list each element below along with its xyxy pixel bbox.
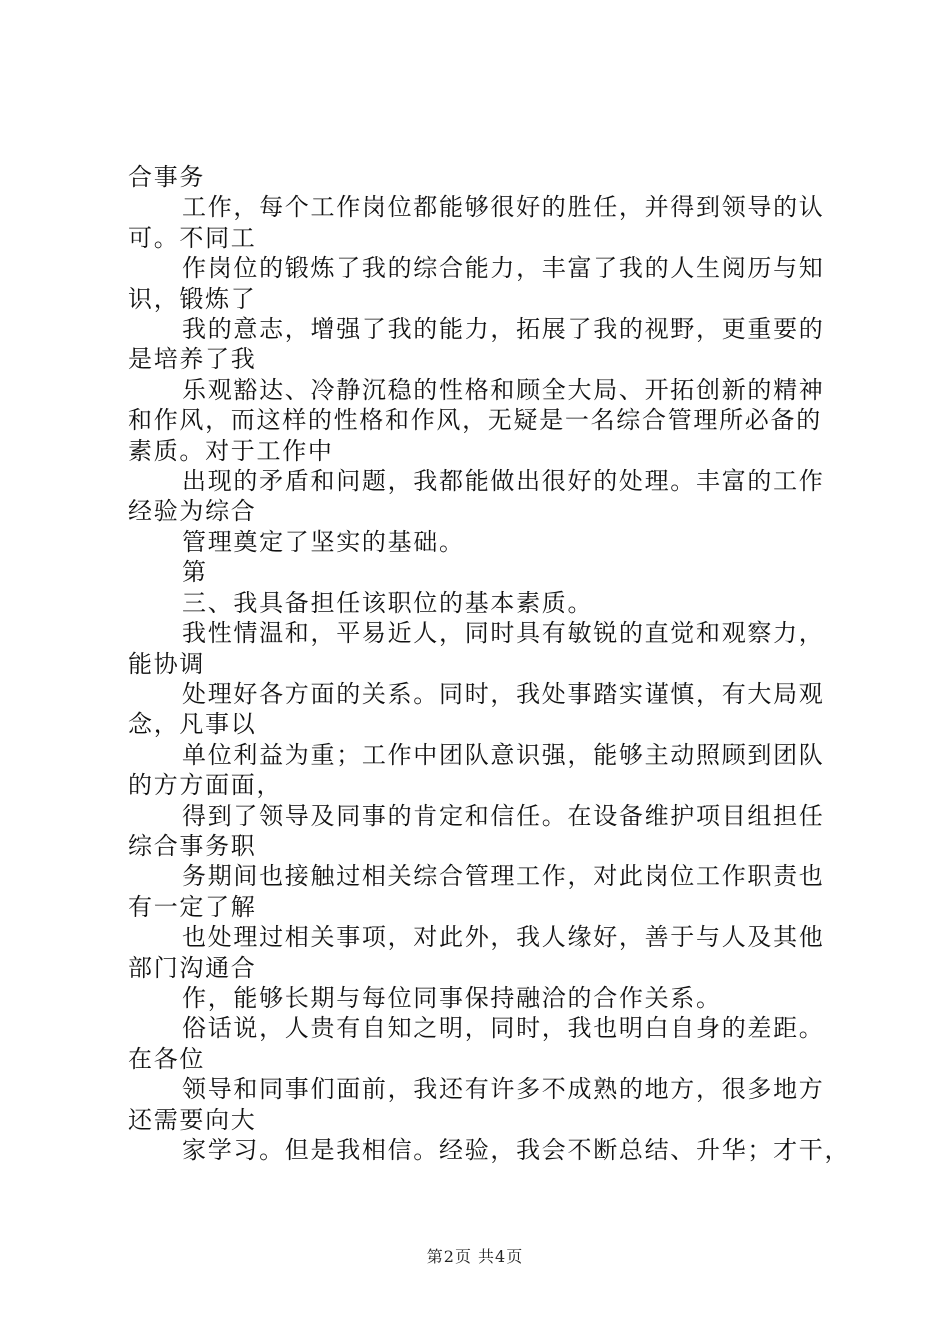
body-line: 可。不同工 <box>128 223 257 252</box>
body-line: 第 <box>182 558 208 587</box>
body-line: 我性情温和，平易近人，同时具有敏锐的直觉和观察力， <box>182 619 825 648</box>
body-line: 合事务 <box>128 163 206 191</box>
body-line: 单位利益为重；工作中团队意识强，能够主动照顾到团队 <box>182 740 825 769</box>
body-line: 有一定了解 <box>128 892 257 921</box>
document-body <box>128 162 851 1165</box>
body-line: 我的意志，增强了我的能力，拓展了我的视野，更重要的 <box>182 315 825 344</box>
body-line: 务期间也接触过相关综合管理工作，对此岗位工作职责也 <box>182 862 825 891</box>
body-line: 在各位 <box>128 1044 206 1073</box>
body-line: 还需要向大 <box>128 1105 257 1134</box>
body-line: 识，锻炼了 <box>128 284 257 313</box>
body-line: 和作风，而这样的性格和作风，无疑是一名综合管理所必备的 <box>128 406 822 435</box>
body-line: 家学习。但是我相信。经验，我会不断总结、升华；才干， <box>182 1136 851 1164</box>
body-line: 领导和同事们面前，我还有许多不成熟的地方，很多地方 <box>182 1075 825 1104</box>
body-line: 管理奠定了坚实的基础。 <box>182 527 465 556</box>
body-line: 的方方面面， <box>128 771 283 800</box>
body-line: 素质。对于工作中 <box>128 436 334 465</box>
body-line: 三、我具备担任该职位的基本素质。 <box>182 588 594 617</box>
body-line: 经验为综合 <box>128 497 257 526</box>
body-line: 工作，每个工作岗位都能够很好的胜任，并得到领导的认 <box>182 193 825 222</box>
body-line: 出现的矛盾和问题，我都能做出很好的处理。丰富的工作 <box>182 467 825 496</box>
body-line: 作岗位的锻炼了我的综合能力，丰富了我的人生阅历与知 <box>182 254 825 283</box>
body-line: 部门沟通合 <box>128 953 257 982</box>
body-line: 是培养了我 <box>128 345 257 374</box>
body-line: 乐观豁达、冷静沉稳的性格和顾全大局、开拓创新的精神 <box>182 375 825 404</box>
body-line: 俗话说，人贵有自知之明，同时，我也明白自身的差距。 <box>182 1014 825 1043</box>
body-line: 得到了领导及同事的肯定和信任。在设备维护项目组担任 <box>182 801 825 830</box>
body-line: 念，凡事以 <box>128 710 257 739</box>
page-footer: 第2页 共4页 <box>426 1247 524 1266</box>
body-line: 能协调 <box>128 649 206 678</box>
body-line: 作，能够长期与每位同事保持融洽的合作关系。 <box>182 983 722 1012</box>
body-line: 综合事务职 <box>128 831 257 860</box>
body-line: 也处理过相关事项，对此外，我人缘好，善于与人及其他 <box>182 923 825 952</box>
body-line: 处理好各方面的关系。同时，我处事踏实谨慎，有大局观 <box>182 679 825 708</box>
